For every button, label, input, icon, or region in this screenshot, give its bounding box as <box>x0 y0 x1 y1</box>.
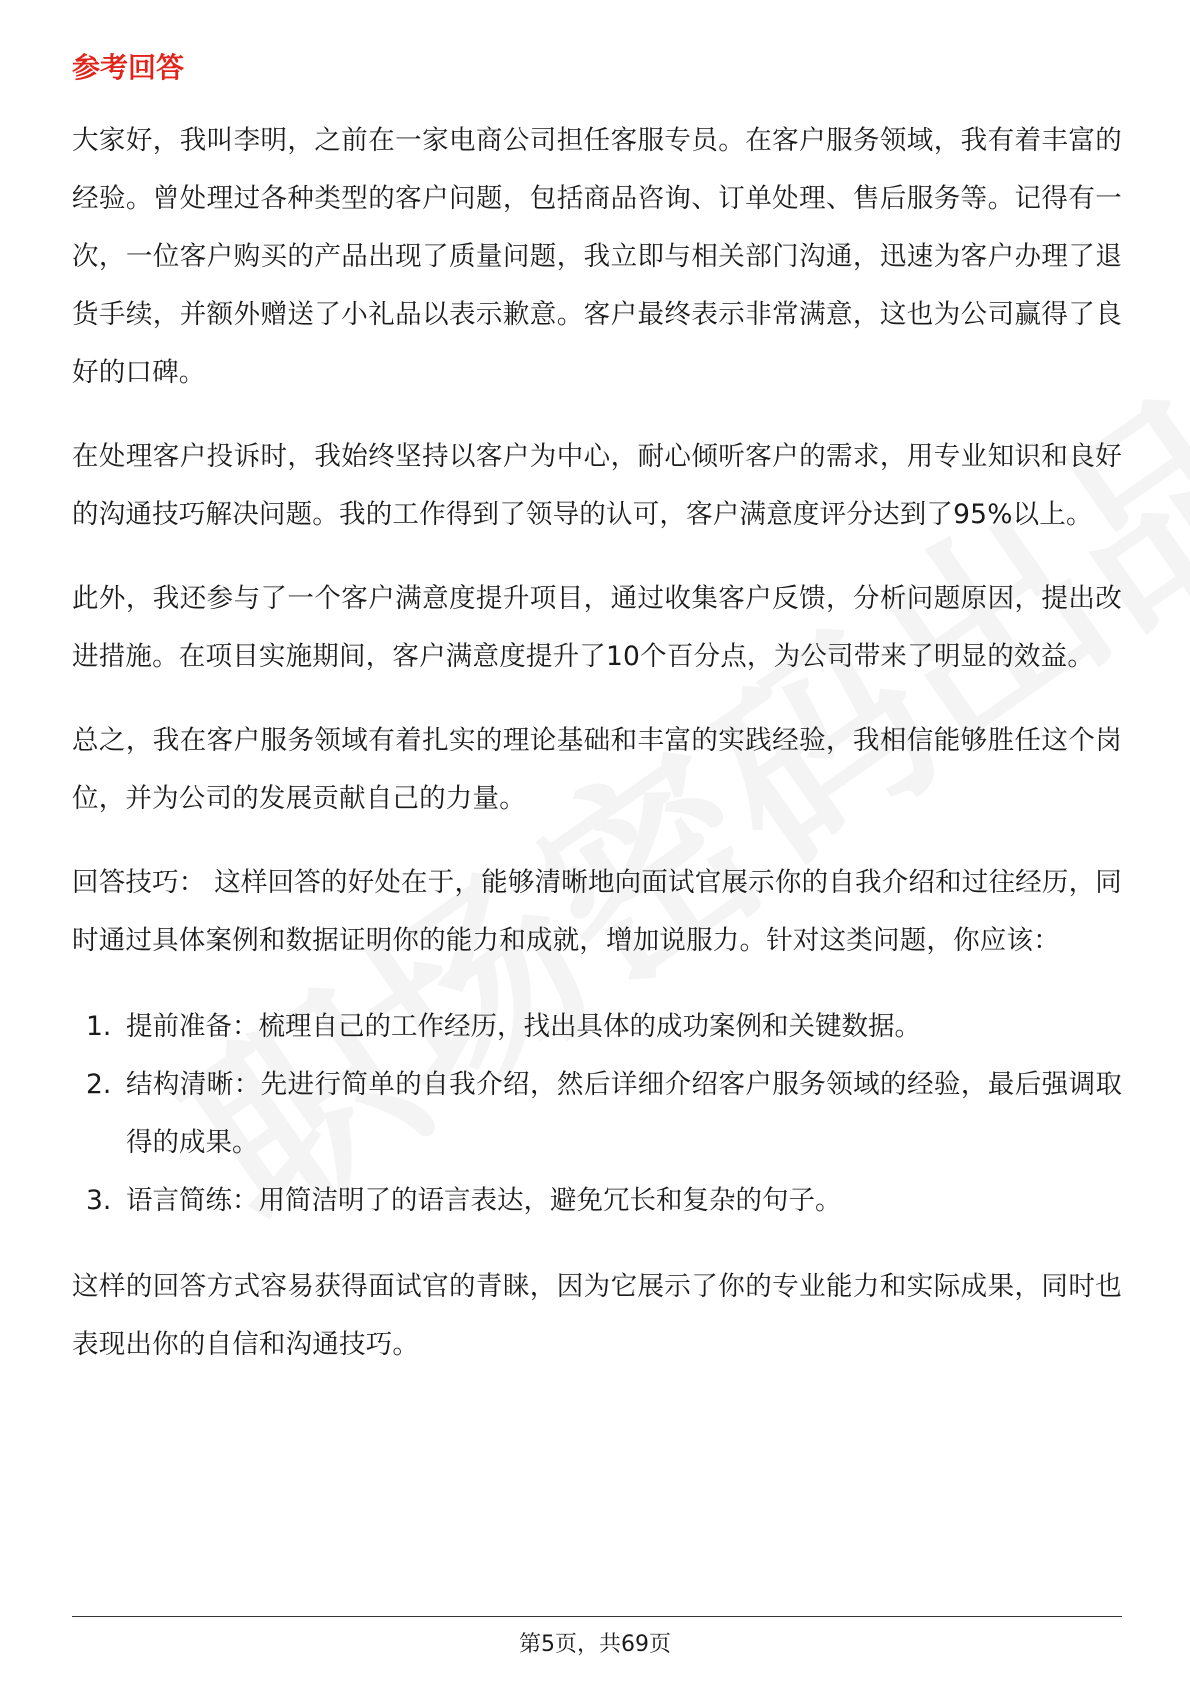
list-item <box>72 998 1122 1056</box>
tips-list <box>72 998 1122 1230</box>
page-content <box>72 48 1122 1400</box>
footer-divider <box>72 1616 1122 1617</box>
list-item <box>72 1056 1122 1172</box>
page-number: 第5页，共69页 <box>519 1632 671 1657</box>
list-item-text: 语言简练：用简洁明了的语言表达，避免冗长和复杂的句子。 <box>126 1185 842 1216</box>
list-number: 1. <box>86 1011 112 1042</box>
list-item <box>72 1172 1122 1230</box>
paragraph-intro: 大家好，我叫李明，之前在一家电商公司担任客服专员。在客户服务领域，我有着丰富的经验。曾处理过各种类型的客户问题，包括商品咨询、订单处理、售后服务等。记得有一次，一位客户购买的产品出现了质量问题，我立即与相关部门沟通，迅速为客户办理了退货手续，并额外赠送了小礼品以表示歉意。客户最终表示非常满意，这也为公司赢得了良好的口碑。 <box>72 125 1122 388</box>
list-item-text: 提前准备：梳理自己的工作经历，找出具体的成功案例和关键数据。 <box>126 1011 921 1042</box>
tips-intro: 回答技巧： 这样回答的好处在于，能够清晰地向面试官展示你的自我介绍和过往经历，同时通过具体案例和数据证明你的能力和成就，增加说服力。针对这类问题，你应该： <box>72 867 1122 956</box>
section-title: 参考回答 <box>72 51 185 84</box>
list-item-text: 结构清晰：先进行简单的自我介绍，然后详细介绍客户服务领域的经验，最后强调取得的成果。 <box>126 1069 1122 1158</box>
paragraph-conclusion: 这样的回答方式容易获得面试官的青睐，因为它展示了你的专业能力和实际成果，同时也表现出你的自信和沟通技巧。 <box>72 1271 1122 1360</box>
paragraph-summary: 总之，我在客户服务领域有着扎实的理论基础和丰富的实践经验，我相信能够胜任这个岗位，并为公司的发展贡献自己的力量。 <box>72 725 1122 814</box>
list-number: 3. <box>86 1185 112 1216</box>
paragraph-project: 此外，我还参与了一个客户满意度提升项目，通过收集客户反馈，分析问题原因，提出改进措施。在项目实施期间，客户满意度提升了10个百分点，为公司带来了明显的效益。 <box>72 583 1122 672</box>
list-number: 2. <box>86 1069 112 1100</box>
paragraph-complaints: 在处理客户投诉时，我始终坚持以客户为中心，耐心倾听客户的需求，用专业知识和良好的沟通技巧解决问题。我的工作得到了领导的认可，客户满意度评分达到了95%以上。 <box>72 441 1122 530</box>
